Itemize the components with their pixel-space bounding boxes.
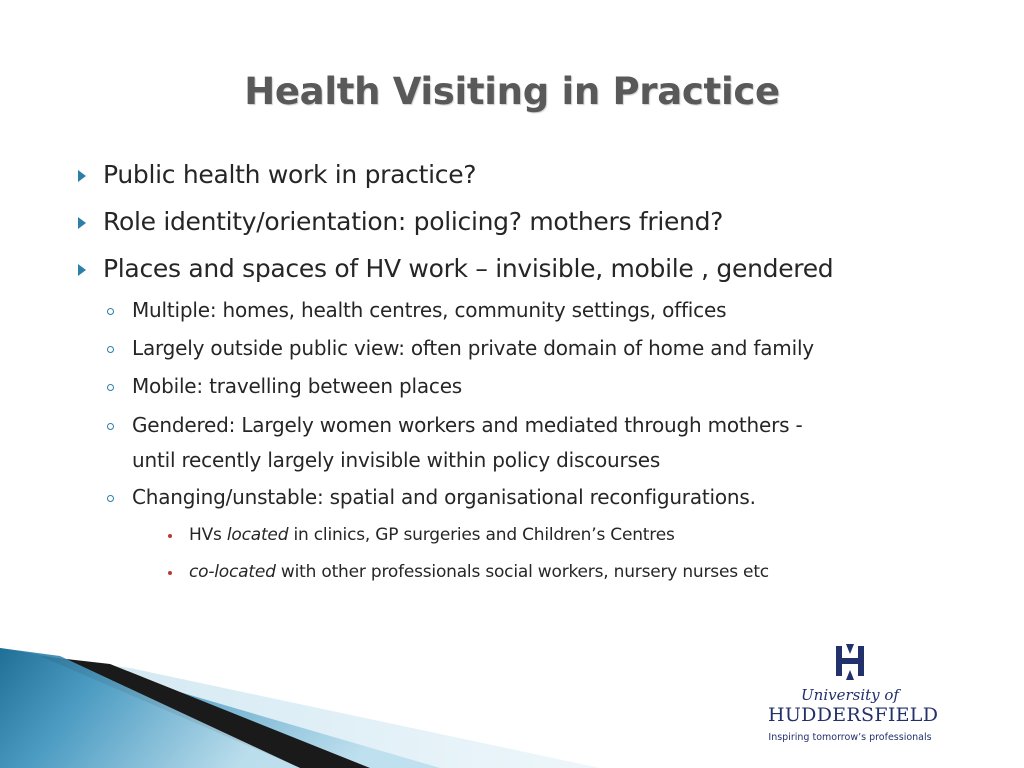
logo-university-of: University of bbox=[801, 686, 899, 704]
ring-bullet-icon bbox=[107, 308, 114, 315]
logo-huddersfield: HUDDERSFIELD bbox=[768, 704, 939, 726]
triangle-bullet-icon bbox=[78, 170, 86, 182]
dot-bullet-icon bbox=[168, 534, 172, 538]
sub-bullet-item: Gendered: Largely women workers and mediated through mothers - bbox=[132, 413, 803, 437]
slide-title: Health Visiting in Practice bbox=[244, 70, 780, 113]
logo-tagline: Inspiring tomorrow’s professionals bbox=[768, 732, 932, 743]
sub-bullet-item: Multiple: homes, health centres, community settings, offices bbox=[132, 298, 727, 322]
ring-bullet-icon bbox=[107, 495, 114, 502]
sub-bullet-item-continuation: until recently largely invisible within policy discourses bbox=[132, 448, 661, 472]
text-segment: HVs bbox=[189, 525, 227, 545]
sub-sub-bullet-item bbox=[189, 562, 769, 582]
sub-bullet-item: Largely outside public view: often private domain of home and family bbox=[132, 336, 814, 360]
sub-bullet-item: Changing/unstable: spatial and organisational reconfigurations. bbox=[132, 485, 756, 509]
bullet-item: Places and spaces of HV work – invisible, mobile , gendered bbox=[103, 254, 834, 283]
dot-bullet-icon bbox=[168, 571, 172, 575]
sub-sub-bullet-item bbox=[189, 525, 675, 545]
ring-bullet-icon bbox=[107, 384, 114, 391]
triangle-bullet-icon bbox=[78, 217, 86, 229]
crest-icon bbox=[768, 640, 932, 686]
text-segment: with other professionals social workers, nursery nurses etc bbox=[275, 562, 769, 582]
ring-bullet-icon bbox=[107, 346, 114, 353]
emphasis-text: located bbox=[226, 525, 289, 545]
ring-bullet-icon bbox=[107, 423, 114, 430]
text-segment: in clinics, GP surgeries and Children’s Centres bbox=[288, 525, 675, 545]
bullet-item: Role identity/orientation: policing? mothers friend? bbox=[103, 207, 724, 236]
triangle-bullet-icon bbox=[78, 264, 86, 276]
university-logo bbox=[768, 640, 939, 752]
sub-bullet-item: Mobile: travelling between places bbox=[132, 374, 463, 398]
emphasis-text: co-located bbox=[189, 562, 276, 582]
bullet-item: Public health work in practice? bbox=[103, 160, 477, 189]
